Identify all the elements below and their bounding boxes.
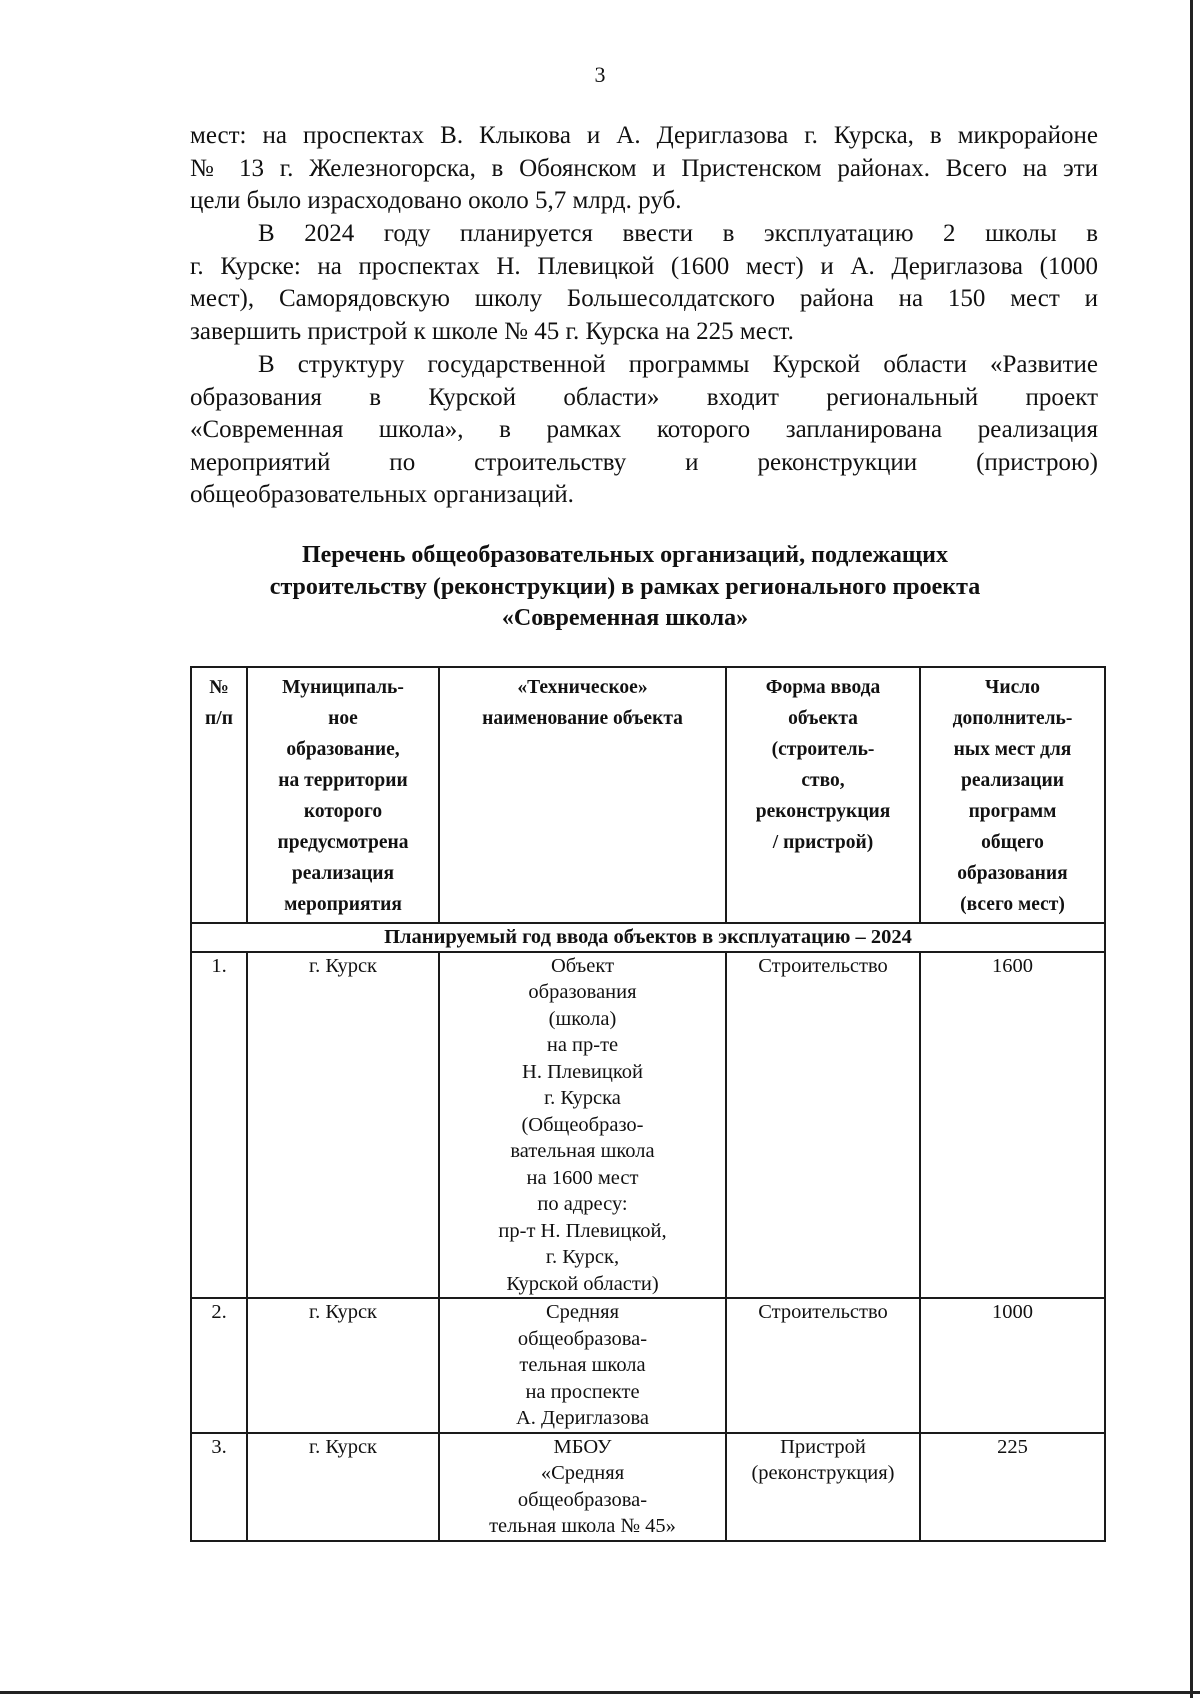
paragraph-line: образования в Курской области» входит региональный проект [190,383,1098,411]
paragraph-line: общеобразовательных организаций. [190,481,574,508]
header-additional-places: Число дополнитель- ных мест для реализации программ общего образования (всего мест) [920,667,1105,923]
row-number: 2. [191,1298,247,1433]
row-municipality: г. Курск [247,1433,439,1541]
objects-table [190,666,1106,1542]
header-input-form: Форма ввода объекта (строитель- ство, реконструкция / пристрой) [726,667,920,923]
paragraph-line: В 2024 году планируется ввести в эксплуатацию 2 школы в [258,220,1098,247]
section-year-label: Планируемый год ввода объектов в эксплуатацию – 2024 [191,923,1105,952]
paragraph-1 [190,120,1098,218]
row-municipality: г. Курск [247,1298,439,1433]
paragraph-line: «Современная школа», в рамках которого запланирована реализация [190,416,1098,443]
header-num: № п/п [191,667,247,923]
table-header-row [191,667,1105,923]
row-number: 3. [191,1433,247,1541]
header-object-name: «Техническое» наименование объекта [439,667,726,923]
table-row [191,1433,1105,1541]
row-object-name: Средняя общеобразова- тельная школа на проспекте А. Дериглазова [439,1298,726,1433]
row-places: 1000 [920,1298,1105,1433]
title-line: «Современная школа» [501,605,749,631]
paragraph-line: мест: на проспектах В. Клыкова и А. Дериглазова г. Курска, в микрорайоне [190,122,1098,149]
paragraph-2 [190,218,1098,348]
page-number: 3 [594,62,606,87]
table-title [150,540,1100,635]
row-input-form: Пристрой (реконструкция) [726,1433,920,1541]
scan-border-bottom [0,1691,1200,1694]
paragraph-line: цели было израсходовано около 5,7 млрд. руб. [190,187,682,214]
row-input-form: Строительство [726,1298,920,1433]
row-object-name: МБОУ «Средняя общеобразова- тельная школа № 45» [439,1433,726,1541]
row-municipality: г. Курск [247,952,439,1299]
paragraph-3 [190,349,1098,512]
paragraph-line: г. Курске: на проспектах Н. Плевицкой (1600 мест) и А. Дериглазова (1000 [190,252,1098,280]
paragraph-line: завершить пристрой к школе № 45 г. Курска на 225 мест. [190,317,794,345]
paragraph-line: мест), Саморядовскую школу Большесолдатского района на 150 мест и [190,285,1098,312]
paragraph-line: мероприятий по строительству и реконструкции (пристрою) [190,448,1098,476]
paragraph-line: № 13 г. Железногорска, в Обоянском и Пристенском районах. Всего на эти [190,154,1098,182]
header-municipality: Муниципаль- ное образование, на территории которого предусмотрена реализация мероприятия [247,667,439,923]
paragraph-line: В структуру государственной программы Курской области «Развитие [258,351,1098,378]
row-places: 1600 [920,952,1105,1299]
title-line: Перечень общеобразовательных организаций, подлежащих [301,542,949,568]
scan-border-right [1190,0,1193,1698]
table-row [191,952,1105,1299]
title-line: строительству (реконструкции) в рамках регионального проекта [269,573,981,600]
row-places: 225 [920,1433,1105,1541]
table-row [191,1298,1105,1433]
row-input-form: Строительство [726,952,920,1299]
table-section-row [191,923,1105,952]
row-object-name: Объект образования (школа) на пр-те Н. Плевицкой г. Курска (Общеобразо- вательная школа на 1600 мест по адресу: пр-т Н. Плевицкой, г. Курск, Курской области) [439,952,726,1299]
row-number: 1. [191,952,247,1299]
